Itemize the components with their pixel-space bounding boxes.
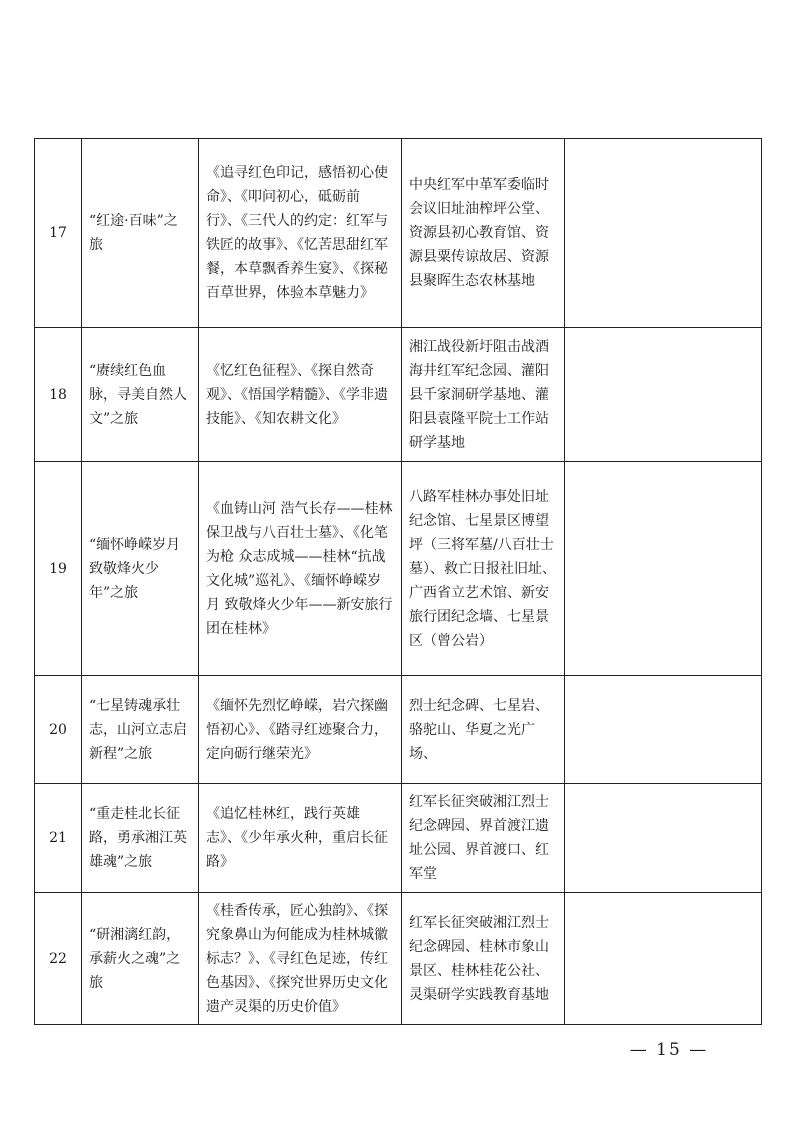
remarks-cell (565, 328, 762, 462)
row-number: 22 (35, 893, 82, 1025)
table-row (35, 139, 762, 328)
remarks-cell (565, 139, 762, 328)
table-row (35, 893, 762, 1025)
route-name: “缅怀峥嵘岁月 致敬烽火少年”之旅 (82, 462, 199, 676)
course-list: 《追忆桂林红，践行英雄志》、《少年承火种，重启长征路》 (199, 784, 402, 893)
site-list: 烈士纪念碑、七星岩、骆驼山、华夏之光广场、 (402, 676, 565, 784)
course-list: 《血铸山河 浩气长存——桂林保卫战与八百壮士墓》、《化笔为枪 众志成城——桂林“抗战文化城”巡礼》、《缅怀峥嵘岁月 致敬烽火少年——新安旅行团在桂林》 (199, 462, 402, 676)
page-number: — 15 — (629, 1040, 709, 1060)
route-name: “赓续红色血脉，寻美自然人文”之旅 (82, 328, 199, 462)
site-list: 湘江战役新圩阻击战酒海井红军纪念园、灌阳县千家洞研学基地、灌阳县袁隆平院士工作站研学基地 (402, 328, 565, 462)
remarks-cell (565, 462, 762, 676)
site-list: 红军长征突破湘江烈士纪念碑园、桂林市象山景区、桂林桂花公社、灵渠研学实践教育基地 (402, 893, 565, 1025)
row-number: 21 (35, 784, 82, 893)
row-number: 20 (35, 676, 82, 784)
site-list: 红军长征突破湘江烈士纪念碑园、界首渡江遗址公园、界首渡口、红军堂 (402, 784, 565, 893)
remarks-cell (565, 784, 762, 893)
course-list: 《忆红色征程》、《探自然奇观》、《悟国学精髓》、《学非遗技能》、《知农耕文化》 (199, 328, 402, 462)
table-row (35, 784, 762, 893)
remarks-cell (565, 893, 762, 1025)
table-row (35, 328, 762, 462)
routes-table (34, 138, 762, 1025)
site-list: 八路军桂林办事处旧址纪念馆、七星景区博望坪（三将军墓/八百壮士墓）、救亡日报社旧址、广西省立艺术馆、新安旅行团纪念墙、七星景区（曾公岩） (402, 462, 565, 676)
site-list: 中央红军中革军委临时会议旧址油榨坪公堂、资源县初心教育馆、资源县粟传谅故居、资源县聚晖生态农林基地 (402, 139, 565, 328)
remarks-cell (565, 676, 762, 784)
course-list: 《缅怀先烈忆峥嵘，岩穴探幽悟初心》、《踏寻红迹聚合力，定向砺行继荣光》 (199, 676, 402, 784)
route-name: “红途·百味”之旅 (82, 139, 199, 328)
course-list: 《桂香传承，匠心独韵》、《探究象鼻山为何能成为桂林城徽标志？》、《寻红色足迹，传红色基因》、《探究世界历史文化遗产灵渠的历史价值》 (199, 893, 402, 1025)
table-row (35, 676, 762, 784)
row-number: 17 (35, 139, 82, 328)
route-name: “研湘漓红韵，承薪火之魂”之旅 (82, 893, 199, 1025)
route-name: “重走桂北长征路，勇承湘江英雄魂”之旅 (82, 784, 199, 893)
row-number: 19 (35, 462, 82, 676)
route-name: “七星铸魂承壮志，山河立志启新程”之旅 (82, 676, 199, 784)
course-list: 《追寻红色印记，感悟初心使命》、《叩问初心，砥砺前行》、《三代人的约定：红军与铁匠的故事》、《忆苦思甜红军餐，本草飘香养生宴》、《探秘百草世界，体验本草魅力》 (199, 139, 402, 328)
table-row (35, 462, 762, 676)
row-number: 18 (35, 328, 82, 462)
